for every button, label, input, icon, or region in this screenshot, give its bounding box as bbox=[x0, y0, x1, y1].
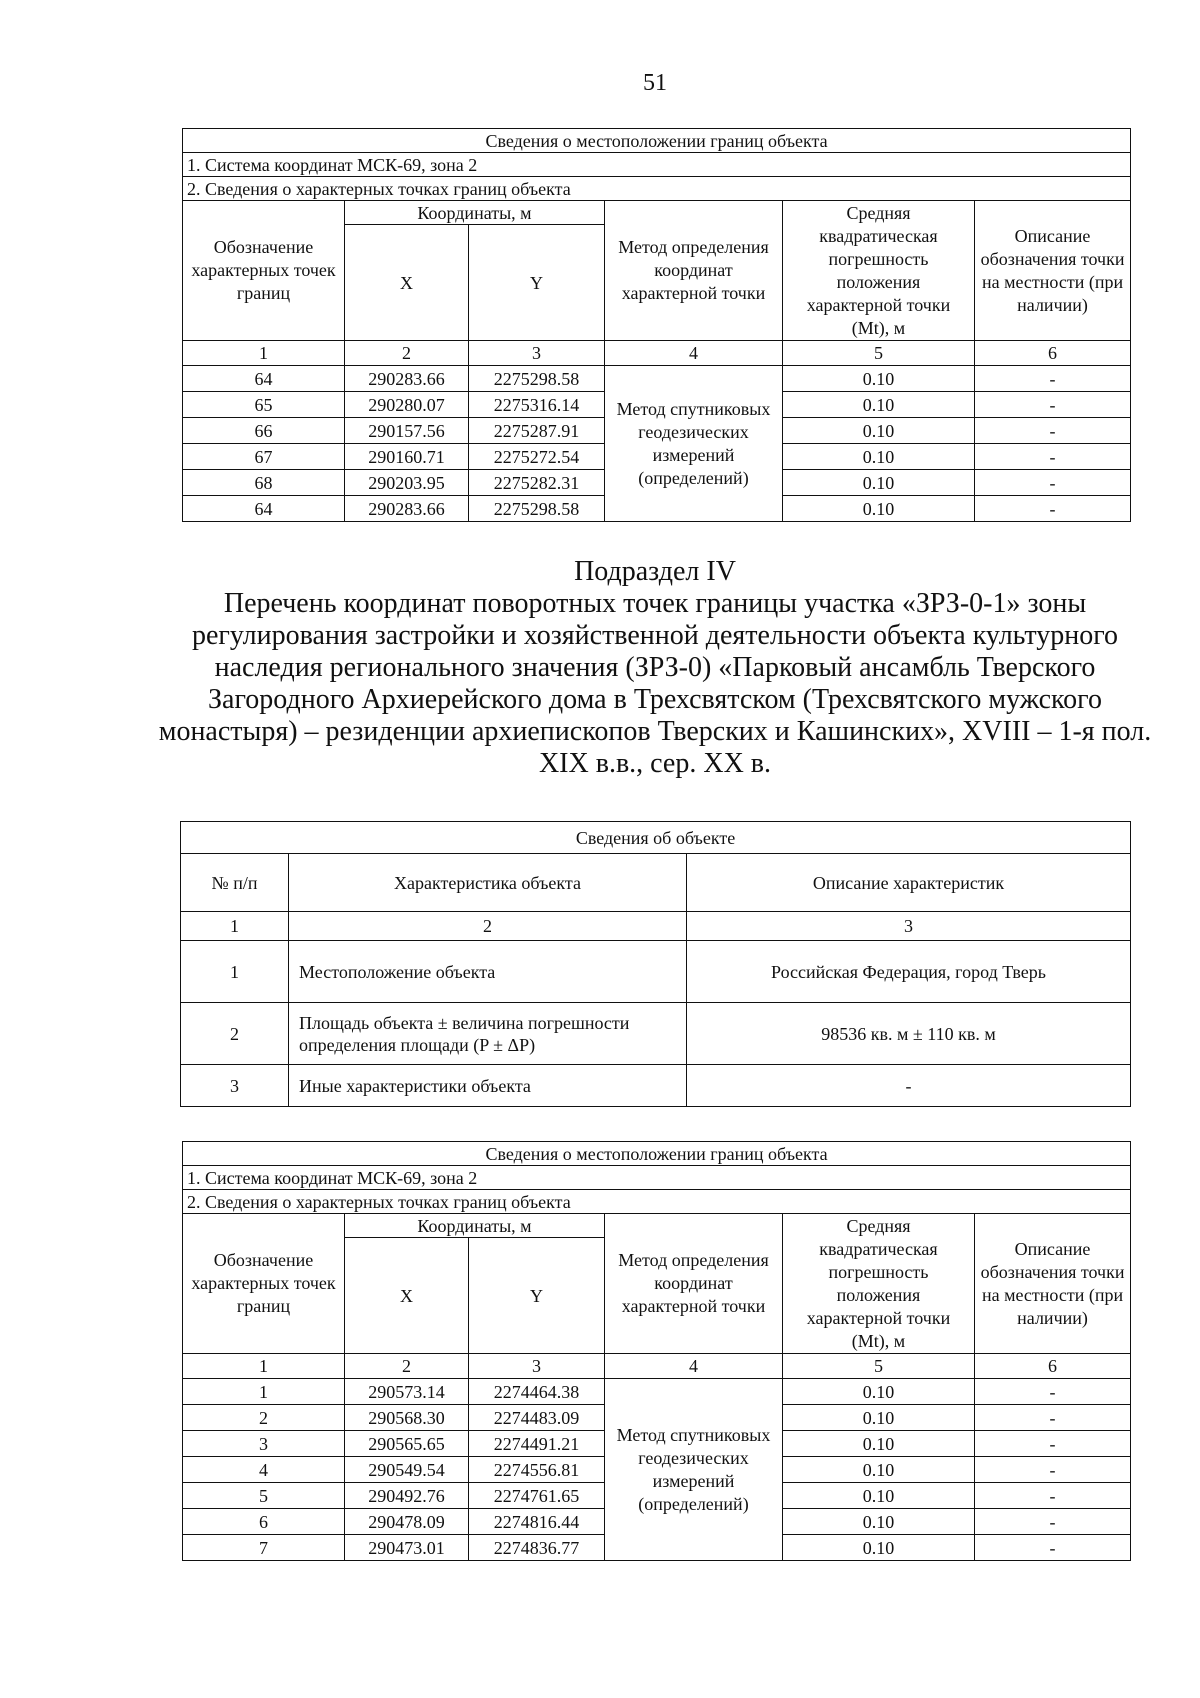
subsection-description: Перечень координат поворотных точек границы участка «ЗРЗ-0-1» зоны регулирования застройки и хозяйственной деятельности объекта культурного наследия регионального значения (ЗРЗ-0) «Парковый ансамбль Тверского Загородного Архиерейского дома в Трехсвятском (Трехсвятского мужского монастыря) – резиденции архиепископов Тверских и Кашинских», XVIII – 1-я пол. XIX в.в., сер. XX в. bbox=[158, 588, 1152, 779]
col-number-cell: 2 bbox=[289, 912, 687, 941]
point-description: - bbox=[975, 496, 1131, 522]
point-number: 4 bbox=[183, 1457, 345, 1483]
point-number: 64 bbox=[183, 496, 345, 522]
col-number-cell: 6 bbox=[975, 1354, 1131, 1379]
characteristic-value: 98536 кв. м ± 110 кв. м bbox=[687, 1003, 1131, 1065]
col-number-cell: 3 bbox=[469, 341, 605, 366]
point-number: 64 bbox=[183, 366, 345, 392]
point-number: 6 bbox=[183, 1509, 345, 1535]
col-number-cell: 5 bbox=[783, 1354, 975, 1379]
point-number: 3 bbox=[183, 1431, 345, 1457]
col-number-cell: 3 bbox=[687, 912, 1131, 941]
coord-x: 290280.07 bbox=[345, 392, 469, 418]
mean-error: 0.10 bbox=[783, 1483, 975, 1509]
coord-x: 290160.71 bbox=[345, 444, 469, 470]
row-number: 1 bbox=[181, 941, 289, 1003]
header-description: Описание характеристик bbox=[687, 854, 1131, 912]
characteristic-name: Иные характеристики объекта bbox=[289, 1065, 687, 1107]
coord-x: 290283.66 bbox=[345, 496, 469, 522]
method-cell: Метод спутниковых геодезических измерений (определений) bbox=[605, 1379, 783, 1561]
coord-y: 2275272.54 bbox=[469, 444, 605, 470]
header-description: Описание обозначения точки на местности (при наличии) bbox=[975, 1214, 1131, 1354]
coord-x: 290473.01 bbox=[345, 1535, 469, 1561]
subsection-heading bbox=[150, 556, 1160, 780]
point-description: - bbox=[975, 470, 1131, 496]
coord-x: 290492.76 bbox=[345, 1483, 469, 1509]
mean-error: 0.10 bbox=[783, 1457, 975, 1483]
page-number: 51 bbox=[643, 70, 667, 96]
mean-error: 0.10 bbox=[783, 366, 975, 392]
header-error: Средняя квадратическая погрешность положения характерной точки (Mt), м bbox=[783, 1214, 975, 1354]
col-number-cell: 4 bbox=[605, 1354, 783, 1379]
point-description: - bbox=[975, 1483, 1131, 1509]
point-description: - bbox=[975, 1405, 1131, 1431]
coord-y: 2274816.44 bbox=[469, 1509, 605, 1535]
mean-error: 0.10 bbox=[783, 1535, 975, 1561]
mean-error: 0.10 bbox=[783, 1405, 975, 1431]
mean-error: 0.10 bbox=[783, 392, 975, 418]
col-number-cell: 6 bbox=[975, 341, 1131, 366]
col-number-cell: 1 bbox=[183, 1354, 345, 1379]
point-description: - bbox=[975, 392, 1131, 418]
point-description: - bbox=[975, 1535, 1131, 1561]
coord-x: 290565.65 bbox=[345, 1431, 469, 1457]
table-row bbox=[183, 1379, 1131, 1405]
col-number-cell: 5 bbox=[783, 341, 975, 366]
subsection-title: Подраздел IV bbox=[574, 556, 736, 587]
method-cell: Метод спутниковых геодезических измерений (определений) bbox=[605, 366, 783, 522]
coord-y: 2275282.31 bbox=[469, 470, 605, 496]
header-method: Метод определения координат характерной точки bbox=[605, 1214, 783, 1354]
point-number: 65 bbox=[183, 392, 345, 418]
mean-error: 0.10 bbox=[783, 418, 975, 444]
coord-y: 2274483.09 bbox=[469, 1405, 605, 1431]
coord-y: 2274491.21 bbox=[469, 1431, 605, 1457]
coordinate-system: 1. Система координат МСК-69, зона 2 bbox=[183, 1166, 1131, 1190]
point-number: 67 bbox=[183, 444, 345, 470]
mean-error: 0.10 bbox=[783, 1431, 975, 1457]
header-y: Y bbox=[469, 225, 605, 341]
mean-error: 0.10 bbox=[783, 1509, 975, 1535]
point-description: - bbox=[975, 444, 1131, 470]
coord-y: 2275298.58 bbox=[469, 366, 605, 392]
col-number-cell: 1 bbox=[181, 912, 289, 941]
row-number: 2 bbox=[181, 1003, 289, 1065]
characteristic-value: - bbox=[687, 1065, 1131, 1107]
characteristic-name: Местоположение объекта bbox=[289, 941, 687, 1003]
mean-error: 0.10 bbox=[783, 444, 975, 470]
coord-x: 290549.54 bbox=[345, 1457, 469, 1483]
header-x: X bbox=[345, 225, 469, 341]
points-caption: 2. Сведения о характерных точках границ объекта bbox=[183, 177, 1131, 201]
col-number-cell: 2 bbox=[345, 1354, 469, 1379]
point-number: 1 bbox=[183, 1379, 345, 1405]
col-number-cell: 1 bbox=[183, 341, 345, 366]
object-info-table bbox=[180, 821, 1131, 1107]
points-caption: 2. Сведения о характерных точках границ объекта bbox=[183, 1190, 1131, 1214]
point-number: 7 bbox=[183, 1535, 345, 1561]
point-description: - bbox=[975, 1379, 1131, 1405]
boundary-coordinates-table-2 bbox=[182, 1141, 1131, 1561]
characteristic-value: Российская Федерация, город Тверь bbox=[687, 941, 1131, 1003]
col-number-cell: 4 bbox=[605, 341, 783, 366]
col-number-cell: 3 bbox=[469, 1354, 605, 1379]
boundary-coordinates-table-1 bbox=[182, 128, 1131, 522]
header-method: Метод определения координат характерной точки bbox=[605, 201, 783, 341]
coord-y: 2274556.81 bbox=[469, 1457, 605, 1483]
header-x: X bbox=[345, 1238, 469, 1354]
coord-y: 2274464.38 bbox=[469, 1379, 605, 1405]
coord-x: 290283.66 bbox=[345, 366, 469, 392]
coord-y: 2275316.14 bbox=[469, 392, 605, 418]
header-description: Описание обозначения точки на местности (при наличии) bbox=[975, 201, 1131, 341]
coord-y: 2275298.58 bbox=[469, 496, 605, 522]
mean-error: 0.10 bbox=[783, 470, 975, 496]
coordinate-system: 1. Система координат МСК-69, зона 2 bbox=[183, 153, 1131, 177]
coord-x: 290157.56 bbox=[345, 418, 469, 444]
coord-y: 2275287.91 bbox=[469, 418, 605, 444]
col-number-cell: 2 bbox=[345, 341, 469, 366]
coord-y: 2274761.65 bbox=[469, 1483, 605, 1509]
coord-x: 290568.30 bbox=[345, 1405, 469, 1431]
header-y: Y bbox=[469, 1238, 605, 1354]
point-number: 66 bbox=[183, 418, 345, 444]
header-number: № п/п bbox=[181, 854, 289, 912]
header-error: Средняя квадратическая погрешность положения характерной точки (Mt), м bbox=[783, 201, 975, 341]
point-description: - bbox=[975, 1431, 1131, 1457]
header-designation: Обозначение характерных точек границ bbox=[183, 201, 345, 341]
header-designation: Обозначение характерных точек границ bbox=[183, 1214, 345, 1354]
point-description: - bbox=[975, 366, 1131, 392]
point-number: 5 bbox=[183, 1483, 345, 1509]
row-number: 3 bbox=[181, 1065, 289, 1107]
coord-y: 2274836.77 bbox=[469, 1535, 605, 1561]
point-number: 68 bbox=[183, 470, 345, 496]
point-description: - bbox=[975, 1509, 1131, 1535]
table-row bbox=[183, 366, 1131, 392]
point-description: - bbox=[975, 418, 1131, 444]
characteristic-name: Площадь объекта ± величина погрешности определения площади (P ± ΔP) bbox=[289, 1003, 687, 1065]
table-caption: Сведения о местоположении границ объекта bbox=[183, 1142, 1131, 1166]
header-coordinates: Координаты, м bbox=[345, 201, 605, 225]
mean-error: 0.10 bbox=[783, 1379, 975, 1405]
header-characteristic: Характеристика объекта bbox=[289, 854, 687, 912]
mean-error: 0.10 bbox=[783, 496, 975, 522]
object-info-caption: Сведения об объекте bbox=[181, 822, 1131, 854]
header-coordinates: Координаты, м bbox=[345, 1214, 605, 1238]
point-description: - bbox=[975, 1457, 1131, 1483]
point-number: 2 bbox=[183, 1405, 345, 1431]
coord-x: 290203.95 bbox=[345, 470, 469, 496]
coord-x: 290478.09 bbox=[345, 1509, 469, 1535]
table-caption: Сведения о местоположении границ объекта bbox=[183, 129, 1131, 153]
coord-x: 290573.14 bbox=[345, 1379, 469, 1405]
